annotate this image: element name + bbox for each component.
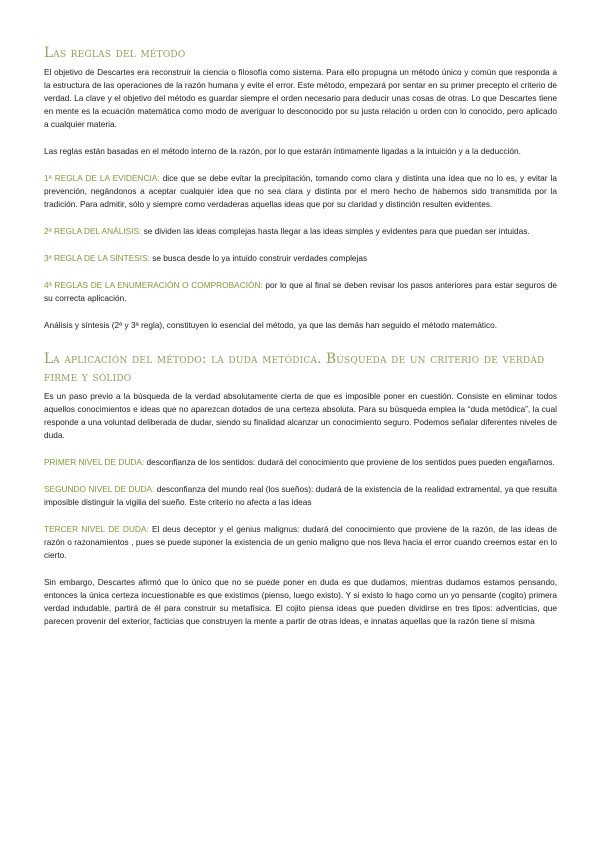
rule-sintesis: [44, 252, 557, 265]
rule-text: se busca desde lo ya intuido construir verdades complejas: [149, 253, 368, 263]
document-page: [44, 44, 557, 642]
rule-analisis: [44, 225, 557, 238]
rule-label: 3ª REGLA DE LA SÍNTESIS:: [44, 253, 150, 263]
rule-evidencia: [44, 172, 557, 211]
paragraph-basis: Las reglas están basadas en el método interno de la razón, por lo que estarán íntimamente ligadas a la intuición y a la deducción.: [44, 146, 521, 156]
paragraph-duda-intro: Es un paso previo a la búsqueda de la verdad absolutamente cierta de que es imposible poner en cuestión. Consiste en eliminar todos aquellos conocimientos e ideas que no aparezcan dotados de una certeza absoluta. Para su búsqueda emplea la “duda metódica”, la cual responde a una voluntad deliberada de dudar, siendo su finalidad alcanzar un conocimiento seguro. Podemos señalar diferentes niveles de duda.: [44, 391, 557, 440]
doubt-level-3: [44, 523, 557, 562]
doubt-text: El deus deceptor y el genius malignus: dudará del conocimiento que proviene de la razón, de las ideas de razón o razonamientos , pues se puede suponer la existencia de un genio maligno que nos lleva hacia el error cuando creemos estar en lo cierto.: [44, 524, 557, 560]
rule-text: dice que se debe evitar la precipitación, tomando como clara y distinta una idea que no lo es, y evitar la prevención, negándonos a aceptar cualquier idea que no sea clara y distinta por el mero hecho de habernos sido transmitida por la tradición. Para admitir, sólo y siempre como verdaderas aquellas ideas que por su claridad y distinción resulten evidentes.: [44, 173, 557, 209]
doubt-text: desconfianza de los sentidos: dudará del conocimiento que proviene de los sentidos pues pueden engañarnos.: [144, 457, 555, 467]
doubt-level-2: [44, 483, 557, 509]
rule-label: 1ª REGLA DE LA EVIDENCIA:: [44, 173, 160, 183]
doubt-label: SEGUNDO NIVEL DE DUDA:: [44, 484, 155, 494]
rule-label: 4ª REGLAS DE LA ENUMERACIÓN O COMPROBACIÓN:: [44, 280, 263, 290]
paragraph-closing-1: Análisis y síntesis (2ª y 3ª regla), constituyen lo esencial del método, ya que las demás han seguido el método matemático.: [44, 320, 498, 330]
paragraph-intro: El objetivo de Descartes era reconstruir la ciencia o filosofía como sistema. Para ello propugna un método único y común que responda a la estructura de las operaciones de la razón humana y evite el error. Este método, empezará por sentar en su primer precepto el criterio de verdad. La clave y el objetivo del método es guardar siempre el orden necesario para deducir unas cosas de otras. Lo que Descartes tiene en mente es la ecuación matemática como modo de averiguar lo desconocido por su justa relación u orden con lo conocido, pero aplicado a cualquier materia.: [44, 67, 557, 129]
rule-label: 2ª REGLA DEL ANÁLISIS:: [44, 226, 142, 236]
section-title-reglas: Las reglas del método: [44, 45, 186, 61]
paragraph-closing-2: Sin embargo, Descartes afirmó que lo único que no se puede poner en duda es que dudamos, mientras dudamos estamos pensando, entonces la única certeza incuestionable es que existimos (pienso, luego existo). Y si existo lo hago como un yo pensante (cogito) primera verdad indudable, partirá de él para construir su metafísica. El cojito piensa ideas que pueden dividirse en tres tipos: adventicias, que parecen provenir del exterior, facticias que construyen la mente a partir de otras ideas, e innatas aquellas que la razón tiene sí misma: [44, 577, 557, 626]
section-title-duda: La aplicación del método: la duda metódica. Búsqueda de un criterio de verdad firme y sólido: [44, 351, 545, 385]
rule-enumeracion: [44, 279, 557, 305]
doubt-text: desconfianza del mundo real (los sueños): dudará de la existencia de la realidad extramental, ya que resulta imposible distinguir la vigilia del sueño. Este criterio no afecta a las ideas: [44, 484, 557, 507]
rule-text: se dividen las ideas complejas hasta llegar a las ideas simples y evidentes para que puedan ser intuidas.: [141, 226, 530, 236]
doubt-level-1: [44, 456, 557, 469]
rule-text: por lo que al final se deben revisar los pasos anteriores para estar seguros de su correcta aplicación.: [44, 280, 557, 303]
doubt-label: PRIMER NIVEL DE DUDA:: [44, 457, 145, 467]
doubt-label: TERCER NIVEL DE DUDA:: [44, 524, 149, 534]
